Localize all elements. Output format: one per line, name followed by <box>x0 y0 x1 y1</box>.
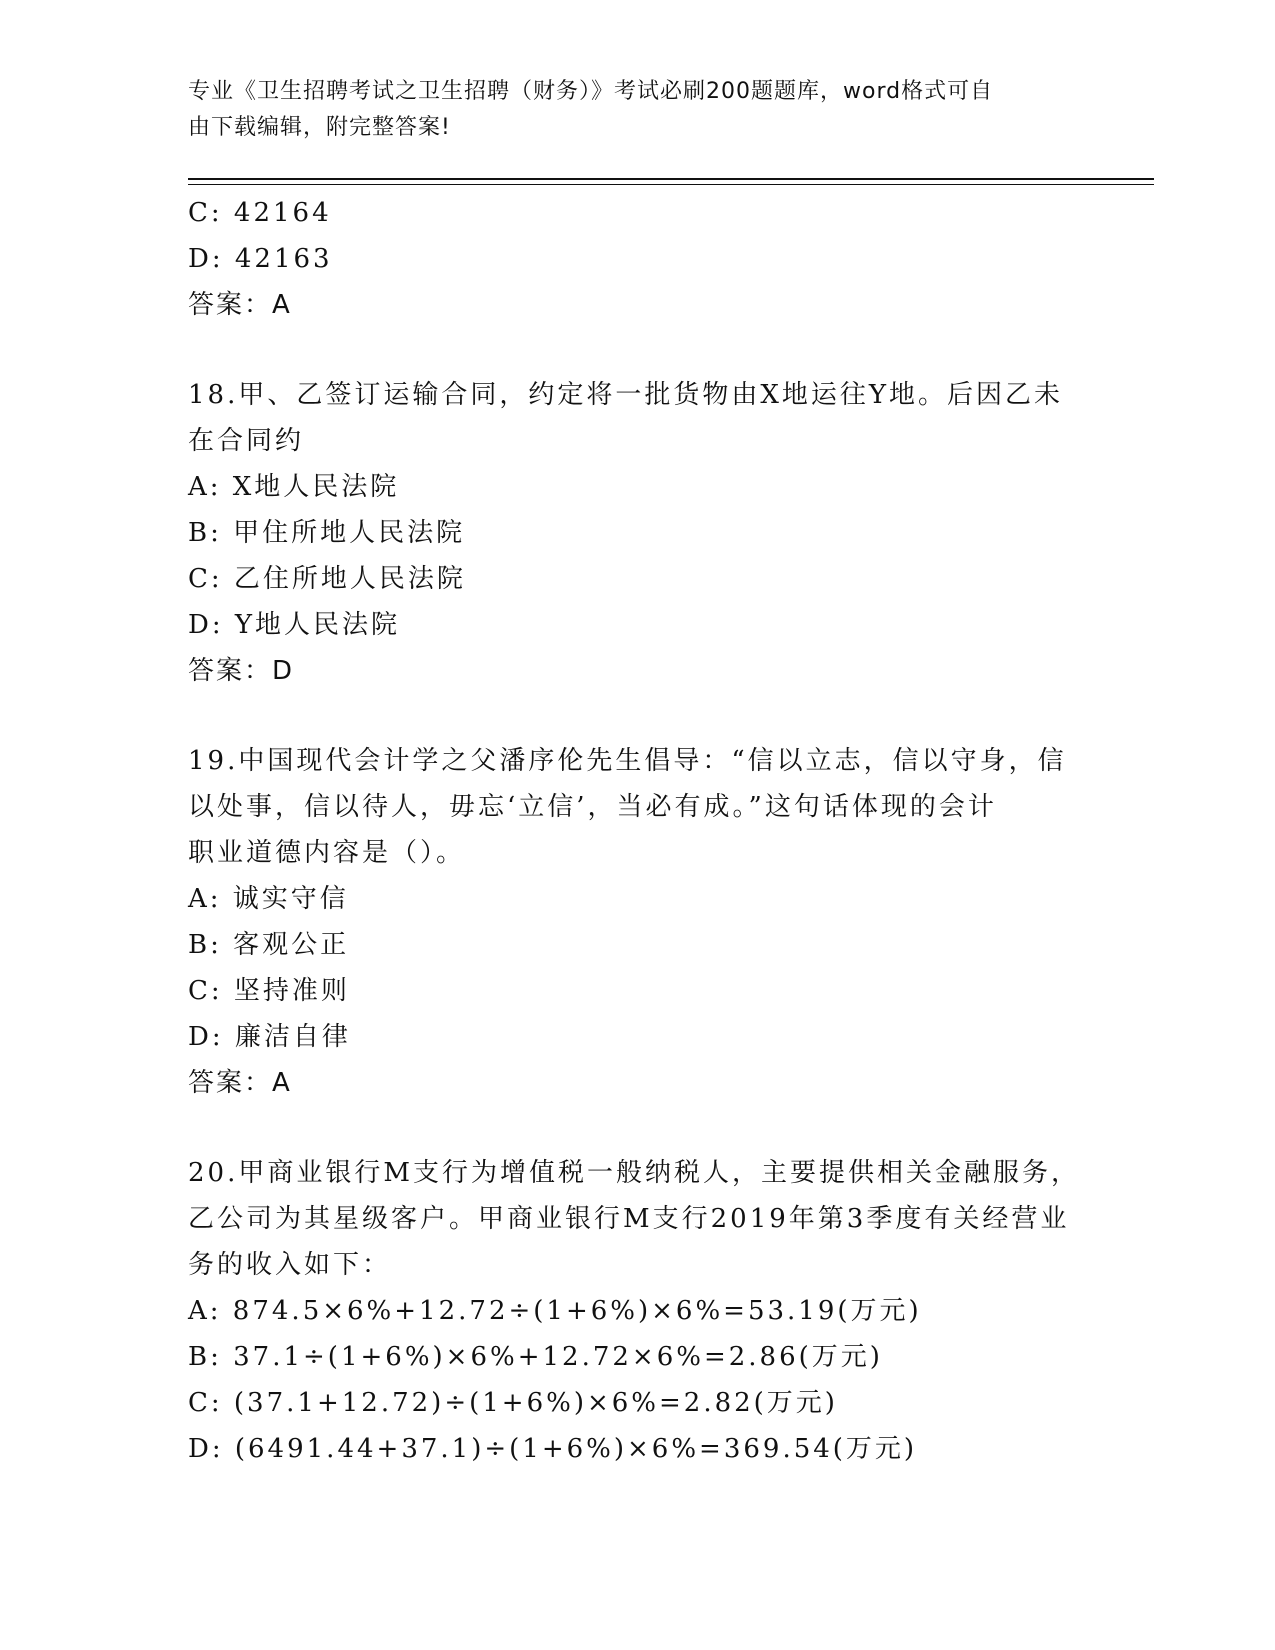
option-d: D: Y地人民法院 <box>188 610 401 640</box>
spacer <box>188 328 1088 372</box>
question-18 <box>188 372 1088 694</box>
header-line-1: 专业《卫生招聘考试之卫生招聘（财务）》考试必刷200题题库，word格式可自 <box>188 79 994 104</box>
option-d: D: 42163 <box>188 244 333 274</box>
answer-label: 答案：A <box>188 1068 292 1098</box>
answer-label: 答案：D <box>188 656 295 686</box>
option-b: B: 37.1÷(1+6%)×6%+12.72×6%=2.86(万元) <box>188 1342 883 1372</box>
question-19 <box>188 738 1088 1106</box>
question-text-line: 乙公司为其星级客户。甲商业银行M支行2019年第3季度有关经营业 <box>188 1204 1070 1234</box>
question-text-line: 在合同约 <box>188 426 305 456</box>
answer-label: 答案：A <box>188 290 292 320</box>
option-d: D: (6491.44+37.1)÷(1+6%)×6%=369.54(万元) <box>188 1434 918 1464</box>
option-c: C: 坚持准则 <box>188 976 350 1006</box>
option-b: B: 甲住所地人民法院 <box>188 518 466 548</box>
question-17-tail <box>188 190 1088 328</box>
question-text-line: 20.甲商业银行M支行为增值税一般纳税人，主要提供相关金融服务， <box>188 1158 1080 1188</box>
option-c: C: (37.1+12.72)÷(1+6%)×6%=2.82(万元) <box>188 1388 838 1418</box>
option-a: A: 诚实守信 <box>188 884 349 914</box>
header-line-2: 由下载编辑，附完整答案! <box>188 115 451 140</box>
question-text-line: 职业道德内容是（）。 <box>188 838 466 868</box>
option-c: C: 乙住所地人民法院 <box>188 564 466 594</box>
option-b: B: 客观公正 <box>188 930 350 960</box>
option-a: A: X地人民法院 <box>188 472 400 502</box>
option-d: D: 廉洁自律 <box>188 1022 351 1052</box>
question-text-line: 18.甲、乙签订运输合同，约定将一批货物由X地运往Y地。后因乙未 <box>188 380 1064 410</box>
question-20 <box>188 1150 1088 1472</box>
question-text-line: 务的收入如下： <box>188 1250 392 1280</box>
header-divider-thin <box>188 184 1154 185</box>
question-text-line: 19.中国现代会计学之父潘序伦先生倡导：“信以立志，信以守身，信 <box>188 746 1067 776</box>
spacer <box>188 694 1088 738</box>
option-a: A: 874.5×6%+12.72÷(1+6%)×6%=53.19(万元) <box>188 1296 922 1326</box>
page-header <box>188 74 1068 146</box>
option-c: C: 42164 <box>188 198 332 228</box>
question-list <box>188 190 1088 1472</box>
question-text-line: 以处事，信以待人，毋忘‘立信’，当必有成。”这句话体现的会计 <box>188 792 997 822</box>
spacer <box>188 1106 1088 1150</box>
header-divider-thick <box>188 178 1154 180</box>
